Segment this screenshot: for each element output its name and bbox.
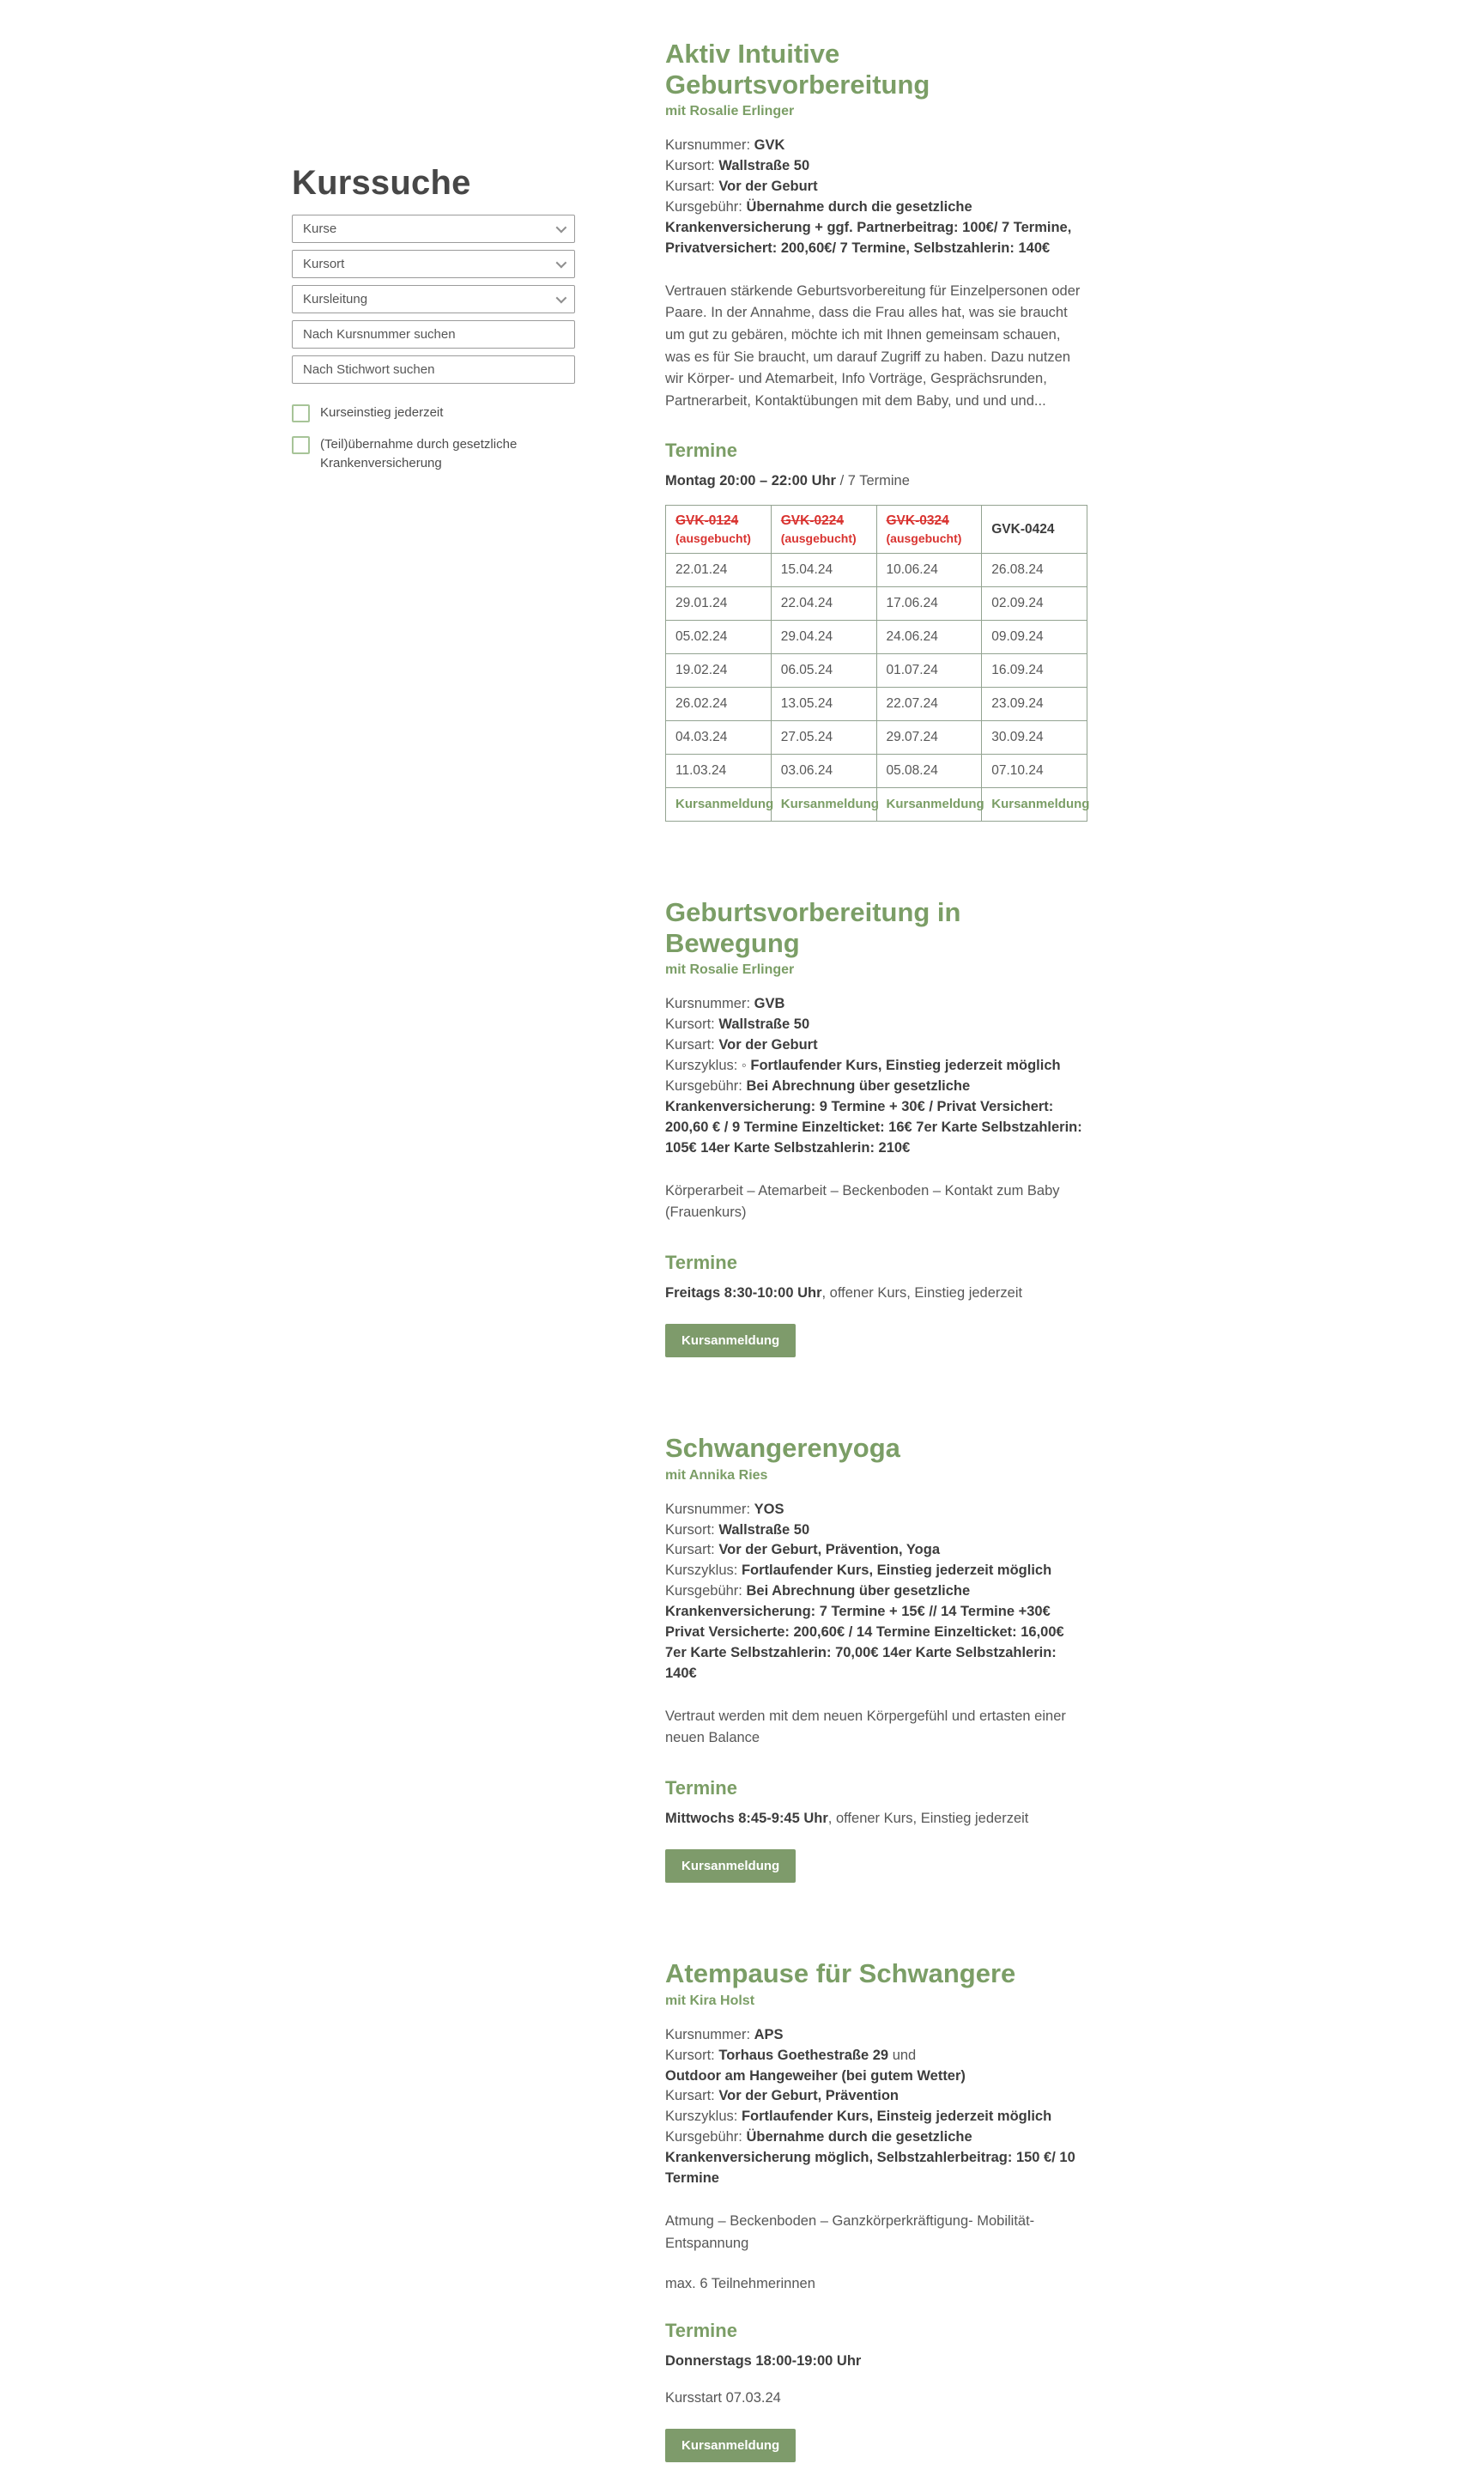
session-date: 22.07.24	[876, 688, 982, 721]
checkbox-icon[interactable]	[292, 404, 310, 422]
course-title: Schwangerenyoga	[665, 1432, 900, 1463]
course-description: Vertraut werden mit dem neuen Körpergefühl und ertasten einer neuen Balance	[665, 1708, 1066, 1746]
course-description: Vertrauen stärkende Geburtsvorbereitung für Einzelpersonen oder Paare. In der Annahme, dass die Frau alles hat, was sie braucht um gut zu gebären, möchte ich mit Ihnen gemeinsam schauen, was es für Sie braucht, um darauf Zugriff zu haben. Dazu nutzen wir Körper- und Atemarbeit, Info Vorträge, Gesprächsrunden, Partnerarbeit, Kontaktübungen mit dem Baby, und und und...	[665, 282, 1081, 409]
course-participants-note: max. 6 Teilnehmerinnen	[665, 2276, 815, 2292]
course-start-date: Kursstart 07.03.24	[665, 2390, 781, 2406]
course-title: Geburtsvorbereitung in Bewegung	[665, 897, 961, 958]
table-cell	[982, 788, 1090, 822]
table-row	[666, 721, 1087, 755]
course-detail: Kursart: Vor der Geburt, Prävention	[665, 2088, 899, 2104]
course-instructor: mit Kira Holst	[665, 1993, 755, 2008]
table-header-row	[666, 506, 1087, 554]
course-instructor: mit Rosalie Erlinger	[665, 104, 795, 119]
table-cell	[771, 788, 879, 822]
session-date: 22.04.24	[771, 587, 876, 621]
session-date: 29.04.24	[771, 621, 876, 654]
session-date: 29.01.24	[666, 587, 772, 621]
course-detail: Kursnummer: GVB	[665, 996, 785, 1012]
session-date: 06.05.24	[771, 654, 876, 688]
course-detail: Kursart: Vor der Geburt, Prävention, Yoga	[665, 1542, 940, 1558]
kursanmeldung-button[interactable]: Kursanmeldung	[665, 1849, 796, 1883]
session-date: 07.10.24	[982, 755, 1087, 788]
course-section-gvb	[665, 897, 1087, 1357]
course-section-gvk	[665, 39, 1090, 822]
course-sessions-table	[665, 505, 1090, 822]
session-date: 09.09.24	[982, 621, 1087, 654]
course-detail: Kursgebühr: Bei Abrechnung über gesetzliche Krankenversicherung: 7 Termine + 15€ // 14 Termine +30€ Privat Versicherte: 200,60€ / 14 Termine Einzelticket: 16,00€ 7er Karte Selbstzahlerin: 70,00€ 14er Karte Selbstzahlerin: 140€	[665, 1583, 1064, 1681]
session-date: 01.07.24	[876, 654, 982, 688]
kurse-select[interactable]	[292, 215, 575, 243]
session-date: 02.09.24	[982, 587, 1087, 621]
session-date: 17.06.24	[876, 587, 982, 621]
session-column-header: GVK-0224 (ausgebucht)	[771, 506, 876, 554]
course-schedule: Montag 20:00 – 22:00 Uhr / 7 Termine	[665, 473, 910, 489]
session-date: 26.08.24	[982, 554, 1087, 587]
course-schedule: Freitags 8:30-10:00 Uhr, offener Kurs, Einstieg jederzeit	[665, 1284, 1023, 1301]
session-date: 05.08.24	[876, 755, 982, 788]
session-date: 29.07.24	[876, 721, 982, 755]
table-row	[666, 621, 1087, 654]
kursanmeldung-link[interactable]: Kursanmeldung	[991, 797, 1090, 812]
course-section-aps	[665, 1958, 1087, 2462]
session-column-header: GVK-0124 (ausgebucht)	[666, 506, 772, 554]
kursnummer-search-input[interactable]	[292, 320, 575, 349]
course-detail: Kursart: Vor der Geburt	[665, 179, 818, 195]
course-section-yos	[665, 1433, 1087, 1883]
kursanmeldung-link[interactable]: Kursanmeldung	[675, 797, 774, 812]
checkbox-icon[interactable]	[292, 436, 310, 454]
session-column-header: GVK-0424	[982, 506, 1087, 554]
course-detail: Kursnummer: YOS	[665, 1501, 784, 1517]
course-detail: Kursnummer: APS	[665, 2026, 784, 2042]
course-schedule: Donnerstags 18:00-19:00 Uhr	[665, 2353, 862, 2370]
session-date: 22.01.24	[666, 554, 772, 587]
session-date: 30.09.24	[982, 721, 1087, 755]
table-row	[666, 654, 1087, 688]
table-cell	[876, 788, 982, 822]
course-description: Körperarbeit – Atemarbeit – Beckenboden – Kontakt zum Baby (Frauenkurs)	[665, 1182, 1060, 1221]
session-date: 16.09.24	[982, 654, 1087, 688]
kursanmeldung-link[interactable]: Kursanmeldung	[886, 797, 984, 812]
kursleitung-select[interactable]	[292, 285, 575, 313]
page-title: Kurssuche	[292, 164, 471, 202]
termine-heading: Termine	[665, 440, 737, 462]
kursort-select-value: Kursort	[303, 257, 345, 271]
teiluebernahme-checkbox-row[interactable]	[292, 435, 575, 473]
kursort-select[interactable]	[292, 250, 575, 278]
session-date: 24.06.24	[876, 621, 982, 654]
teiluebernahme-checkbox-label: (Teil)übernahme durch gesetzliche Krankenversicherung	[320, 437, 518, 470]
table-register-row	[666, 788, 1087, 822]
session-date: 05.02.24	[666, 621, 772, 654]
course-schedule: Mittwochs 8:45-9:45 Uhr, offener Kurs, Einstieg jederzeit	[665, 1811, 1029, 1827]
chevron-down-icon	[556, 222, 567, 234]
chevron-down-icon	[556, 293, 567, 304]
kursanmeldung-button[interactable]: Kursanmeldung	[665, 2429, 796, 2462]
session-date: 27.05.24	[771, 721, 876, 755]
course-detail: Kursort: Torhaus Goethestraße 29 und	[665, 2047, 917, 2063]
chevron-down-icon	[556, 258, 567, 269]
course-detail: Kursort: Wallstraße 50	[665, 1521, 810, 1538]
course-detail: Kursort: Wallstraße 50	[665, 158, 810, 174]
kurse-select-value: Kurse	[303, 221, 337, 236]
termine-heading: Termine	[665, 2320, 737, 2342]
termine-heading: Termine	[665, 1251, 737, 1273]
course-detail: Kursart: Vor der Geburt	[665, 1037, 818, 1053]
table-cell	[666, 788, 772, 822]
course-title: Atempause für Schwangere	[665, 1958, 1016, 1989]
course-instructor: mit Rosalie Erlinger	[665, 962, 795, 978]
kursanmeldung-button[interactable]: Kursanmeldung	[665, 1324, 796, 1357]
session-date: 03.06.24	[771, 755, 876, 788]
course-search-sidebar	[292, 39, 575, 473]
table-row	[666, 587, 1087, 621]
course-detail: Kursgebühr: Bei Abrechnung über gesetzliche Krankenversicherung: 9 Termine + 30€ / Privat Versichert: 200,60 € / 9 Termine Einzelticket: 16€ 7er Karte Selbstzahlerin: 105€ 14er Karte Selbstzahlerin: 210€	[665, 1078, 1082, 1156]
session-date: 26.02.24	[666, 688, 772, 721]
course-detail: Kurszyklus: Fortlaufender Kurs, Einstieg jederzeit möglich	[665, 1563, 1052, 1579]
session-date: 23.09.24	[982, 688, 1087, 721]
course-title: Aktiv Intuitive Geburtsvorbereitung	[665, 39, 930, 100]
session-date: 11.03.24	[666, 755, 772, 788]
course-detail: Kursgebühr: Übernahme durch die gesetzliche Krankenversicherung + ggf. Partnerbeitrag: 100€/ 7 Termine, Privatversichert: 200,60€/ 7 Termine, Selbstzahlerin: 140€	[665, 199, 1072, 256]
kursleitung-select-value: Kursleitung	[303, 292, 368, 306]
kursanmeldung-link[interactable]: Kursanmeldung	[780, 797, 879, 812]
course-instructor: mit Annika Ries	[665, 1467, 768, 1483]
table-row	[666, 554, 1087, 587]
course-description: Atmung – Beckenboden – Ganzkörperkräftigung- Mobilität- Entspannung	[665, 2213, 1035, 2251]
session-column-header: GVK-0324 (ausgebucht)	[876, 506, 982, 554]
course-detail: Kurszyklus: Fortlaufender Kurs, Einsteig jederzeit möglich	[665, 2109, 1052, 2125]
course-list	[665, 39, 1090, 2488]
session-date: 04.03.24	[666, 721, 772, 755]
course-detail: Kursgebühr: Übernahme durch die gesetzliche Krankenversicherung möglich, Selbstzahlerbeitrag: 150 €/ 10 Termine	[665, 2129, 1075, 2187]
session-date: 10.06.24	[876, 554, 982, 587]
kurseinstieg-checkbox-row[interactable]	[292, 404, 575, 422]
course-detail: Kursnummer: GVK	[665, 137, 785, 154]
table-row	[666, 755, 1087, 788]
table-row	[666, 688, 1087, 721]
course-detail: Outdoor am Hangeweiher (bei gutem Wetter)	[665, 2067, 966, 2084]
kurseinstieg-checkbox-label: Kurseinstieg jederzeit	[320, 405, 444, 420]
termine-heading: Termine	[665, 1777, 737, 1799]
course-detail: Kursort: Wallstraße 50	[665, 1016, 810, 1033]
session-date: 19.02.24	[666, 654, 772, 688]
session-date: 15.04.24	[771, 554, 876, 587]
course-detail: Kurszyklus: ◦ Fortlaufender Kurs, Einstieg jederzeit möglich	[665, 1058, 1061, 1074]
session-date: 13.05.24	[771, 688, 876, 721]
stichwort-search-input[interactable]	[292, 355, 575, 384]
